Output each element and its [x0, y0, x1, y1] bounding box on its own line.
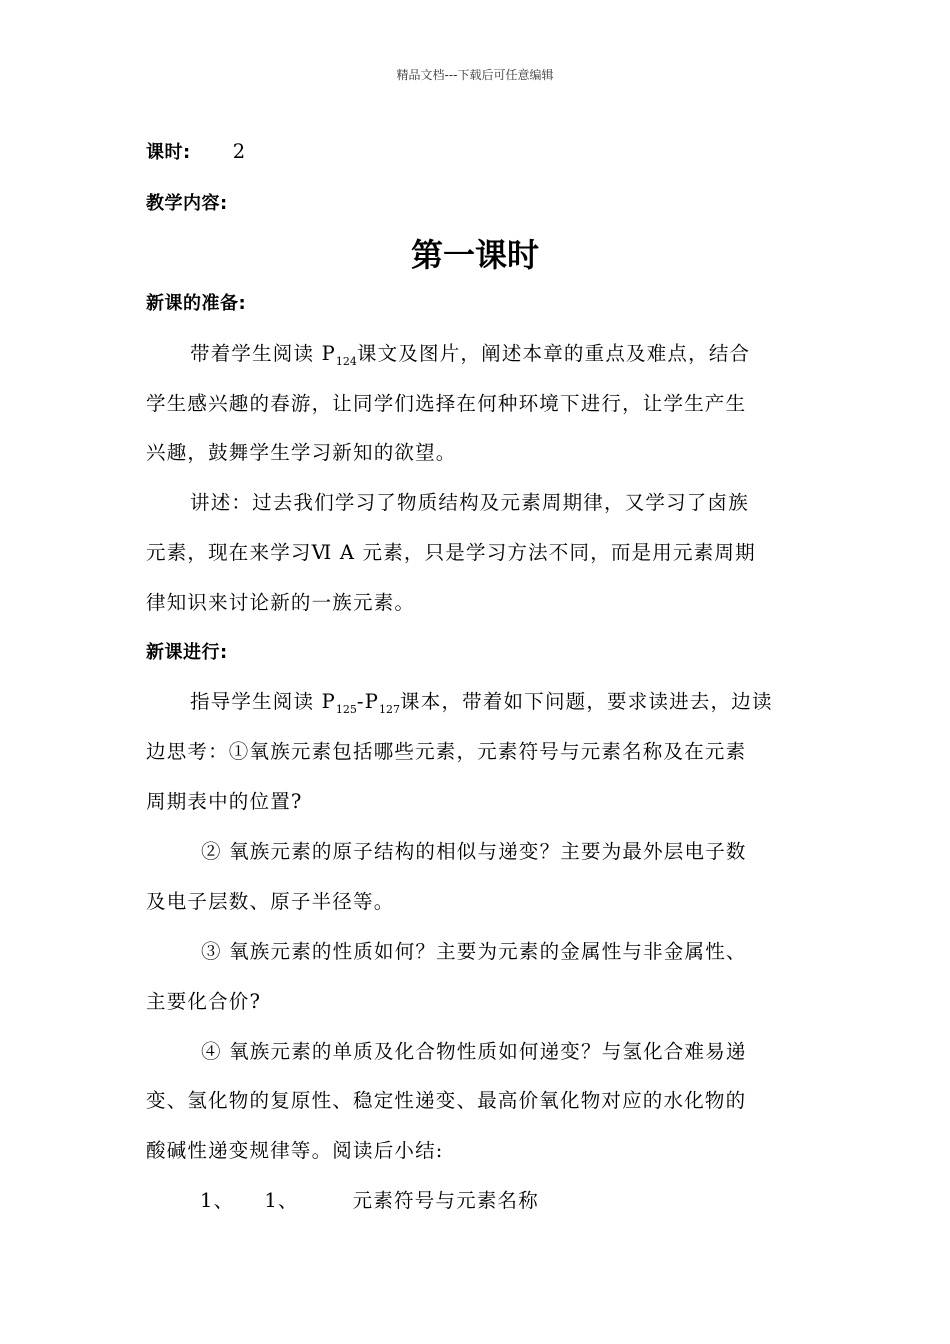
- lesson-value: 2: [232, 140, 247, 163]
- list-item: [146, 1185, 880, 1213]
- list-number: 1、: [200, 1189, 235, 1212]
- page-title: 第一课时: [410, 236, 539, 274]
- lesson-row: [146, 138, 826, 164]
- page-subscript: 124: [335, 354, 357, 368]
- paragraph-line: 讲述：过去我们学习了物质结构及元素周期律，又学习了卤族: [190, 491, 749, 514]
- question-line: ② 氧族元素的原子结构的相似与递变？主要为最外层电子数: [201, 840, 747, 863]
- section-heading-prep: 新课的准备:: [146, 293, 247, 314]
- paragraph-line: [146, 686, 870, 716]
- question-line: ③ 氧族元素的性质如何？主要为元素的金属性与非金属性、: [201, 940, 747, 963]
- list-number: 1、: [264, 1189, 299, 1212]
- list-text: 元素符号与元素名称: [352, 1189, 539, 1212]
- paragraph-line: 学生感兴趣的春游，让同学们选择在何种环境下进行，让学生产生: [146, 392, 747, 415]
- section-heading-progress: 新课进行:: [146, 642, 228, 663]
- paragraph-line: [146, 338, 870, 368]
- text-span: 课本，带着如下问题，要求读进去，边读: [400, 690, 773, 713]
- paragraph-line: 边思考：①氧族元素包括哪些元素，元素符号与元素名称及在元素: [146, 740, 747, 763]
- lesson-label: 课时:: [146, 142, 191, 163]
- paragraph-line: 兴趣，鼓舞学生学习新知的欲望。: [146, 441, 457, 464]
- paragraph-line: 律知识来讨论新的一族元素。: [146, 591, 416, 614]
- content-label: 教学内容:: [146, 193, 228, 214]
- text-span: -P: [356, 690, 380, 713]
- question-line: 及电子层数、原子半径等。: [146, 890, 395, 913]
- page-subscript: 127: [379, 702, 401, 716]
- paragraph-line: 周期表中的位置?: [146, 790, 303, 813]
- text-span: 课文及图片，阐述本章的重点及难点，结合: [356, 342, 751, 365]
- page-header: 精品文档---下载后可任意编辑: [396, 68, 554, 82]
- question-line: 酸碱性递变规律等。阅读后小结:: [146, 1139, 444, 1162]
- text-span: 带着学生阅读 P: [190, 342, 336, 365]
- text-span: 指导学生阅读 P: [190, 690, 336, 713]
- paragraph-line: 元素，现在来学习Ⅵ A 元素，只是学习方法不同，而是用元素周期: [146, 541, 756, 564]
- page-subscript: 125: [335, 702, 357, 716]
- question-line: ④ 氧族元素的单质及化合物性质如何递变？与氢化合难易递: [201, 1040, 747, 1063]
- question-line: 主要化合价?: [146, 990, 262, 1013]
- question-line: 变、氢化物的复原性、稳定性递变、最高价氧化物对应的水化物的: [146, 1089, 747, 1112]
